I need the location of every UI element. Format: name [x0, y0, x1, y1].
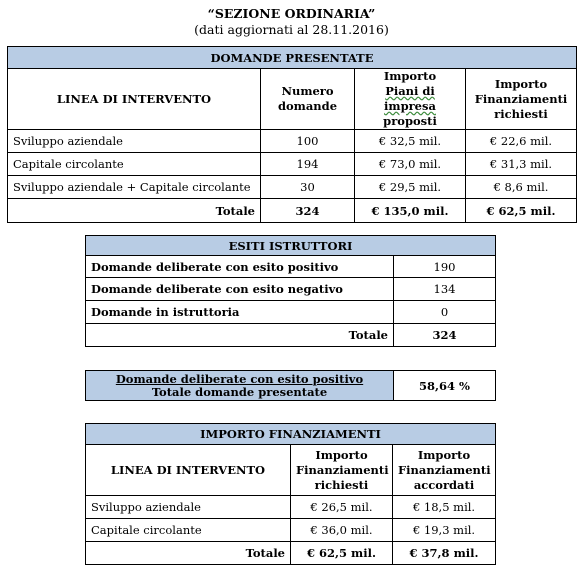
total-accordati: € 37,8 mil.	[393, 542, 496, 565]
cell-accordati: € 18,5 mil.	[393, 496, 496, 519]
esiti-istruttori-table	[85, 235, 496, 347]
cell-accordati: € 19,3 mil.	[393, 519, 496, 542]
col-header-importo-finanziamenti	[466, 69, 577, 130]
cell-linea: Capitale circolante	[8, 153, 261, 176]
col-header-line: Importo	[315, 447, 368, 462]
ratio-table	[85, 370, 496, 401]
table-row	[86, 519, 496, 542]
ratio-formula	[86, 371, 394, 401]
total-label: Totale	[86, 324, 394, 347]
col-header-line: domande	[277, 99, 338, 113]
total-label: Totale	[8, 199, 261, 223]
cell-numero: 100	[261, 130, 355, 153]
domande-presentate-table	[7, 46, 577, 223]
col-header-line: richiesti	[494, 106, 548, 121]
cell-label: Domande in istruttoria	[86, 301, 394, 324]
table-row	[8, 130, 577, 153]
total-label: Totale	[86, 542, 291, 565]
col-header-line: Importo	[417, 447, 471, 462]
cell-label: Domande deliberate con esito positivo	[86, 256, 394, 278]
table-row	[86, 278, 496, 301]
col-header-line: proposti	[383, 114, 437, 128]
total-row	[8, 199, 577, 223]
col-header-line: Finanziamenti	[296, 462, 389, 477]
domande-table-title: DOMANDE PRESENTATE	[8, 47, 577, 69]
cell-linea: Capitale circolante	[86, 519, 291, 542]
col-header-line: richiesti	[314, 477, 369, 492]
table-row	[86, 496, 496, 519]
col-header-line: Finanziamenti	[398, 462, 491, 477]
cell-value: 134	[394, 278, 496, 301]
table-row	[86, 301, 496, 324]
col-header-numero	[261, 69, 355, 130]
cell-finanziamenti: € 8,6 mil.	[466, 176, 577, 199]
cell-piani: € 32,5 mil.	[355, 130, 466, 153]
page-subtitle: (dati aggiornati al 28.11.2016)	[194, 22, 389, 37]
col-header-accordati	[393, 445, 496, 496]
cell-finanziamenti: € 22,6 mil.	[466, 130, 577, 153]
table-row	[8, 176, 577, 199]
col-header-line: Importo	[494, 76, 548, 91]
col-header-importo-piani	[355, 69, 466, 130]
cell-numero: 194	[261, 153, 355, 176]
cell-label: Domande deliberate con esito negativo	[86, 278, 394, 301]
total-row	[86, 324, 496, 347]
cell-value: 0	[394, 301, 496, 324]
cell-piani: € 29,5 mil.	[355, 176, 466, 199]
total-numero: 324	[261, 199, 355, 223]
page-title: “SEZIONE ORDINARIA”	[207, 6, 376, 21]
total-richiesti: € 62,5 mil.	[291, 542, 393, 565]
total-finanziamenti: € 62,5 mil.	[466, 199, 577, 223]
table-row	[8, 153, 577, 176]
total-value: 324	[394, 324, 496, 347]
importo-finanziamenti-table	[85, 423, 496, 565]
ratio-denominator: Totale domande presentate	[151, 384, 328, 399]
cell-numero: 30	[261, 176, 355, 199]
col-header-richiesti	[291, 445, 393, 496]
cell-linea: Sviluppo aziendale	[8, 130, 261, 153]
col-header-linea: LINEA DI INTERVENTO	[86, 445, 291, 496]
ratio-value: 58,64 %	[394, 371, 496, 401]
cell-finanziamenti: € 31,3 mil.	[466, 153, 577, 176]
col-header-line: accordati	[413, 477, 475, 492]
table-row	[86, 256, 496, 278]
cell-value: 190	[394, 256, 496, 278]
total-piani: € 135,0 mil.	[355, 199, 466, 223]
col-header-line: Numero	[281, 84, 334, 98]
cell-richiesti: € 26,5 mil.	[291, 496, 393, 519]
esiti-table-title: ESITI ISTRUTTORI	[86, 236, 496, 256]
cell-linea: Sviluppo aziendale + Capitale circolante	[8, 176, 261, 199]
col-header-line: Finanziamenti	[474, 91, 568, 106]
importo-table-title: IMPORTO FINANZIAMENTI	[86, 424, 496, 445]
total-row	[86, 542, 496, 565]
cell-piani: € 73,0 mil.	[355, 153, 466, 176]
cell-linea: Sviluppo aziendale	[86, 496, 291, 519]
ratio-numerator: Domande deliberate con esito positivo	[115, 371, 364, 386]
cell-richiesti: € 36,0 mil.	[291, 519, 393, 542]
col-header-line: Piani di impresa	[384, 84, 436, 113]
col-header-line: Importo	[383, 69, 437, 83]
col-header-linea: LINEA DI INTERVENTO	[8, 69, 261, 130]
